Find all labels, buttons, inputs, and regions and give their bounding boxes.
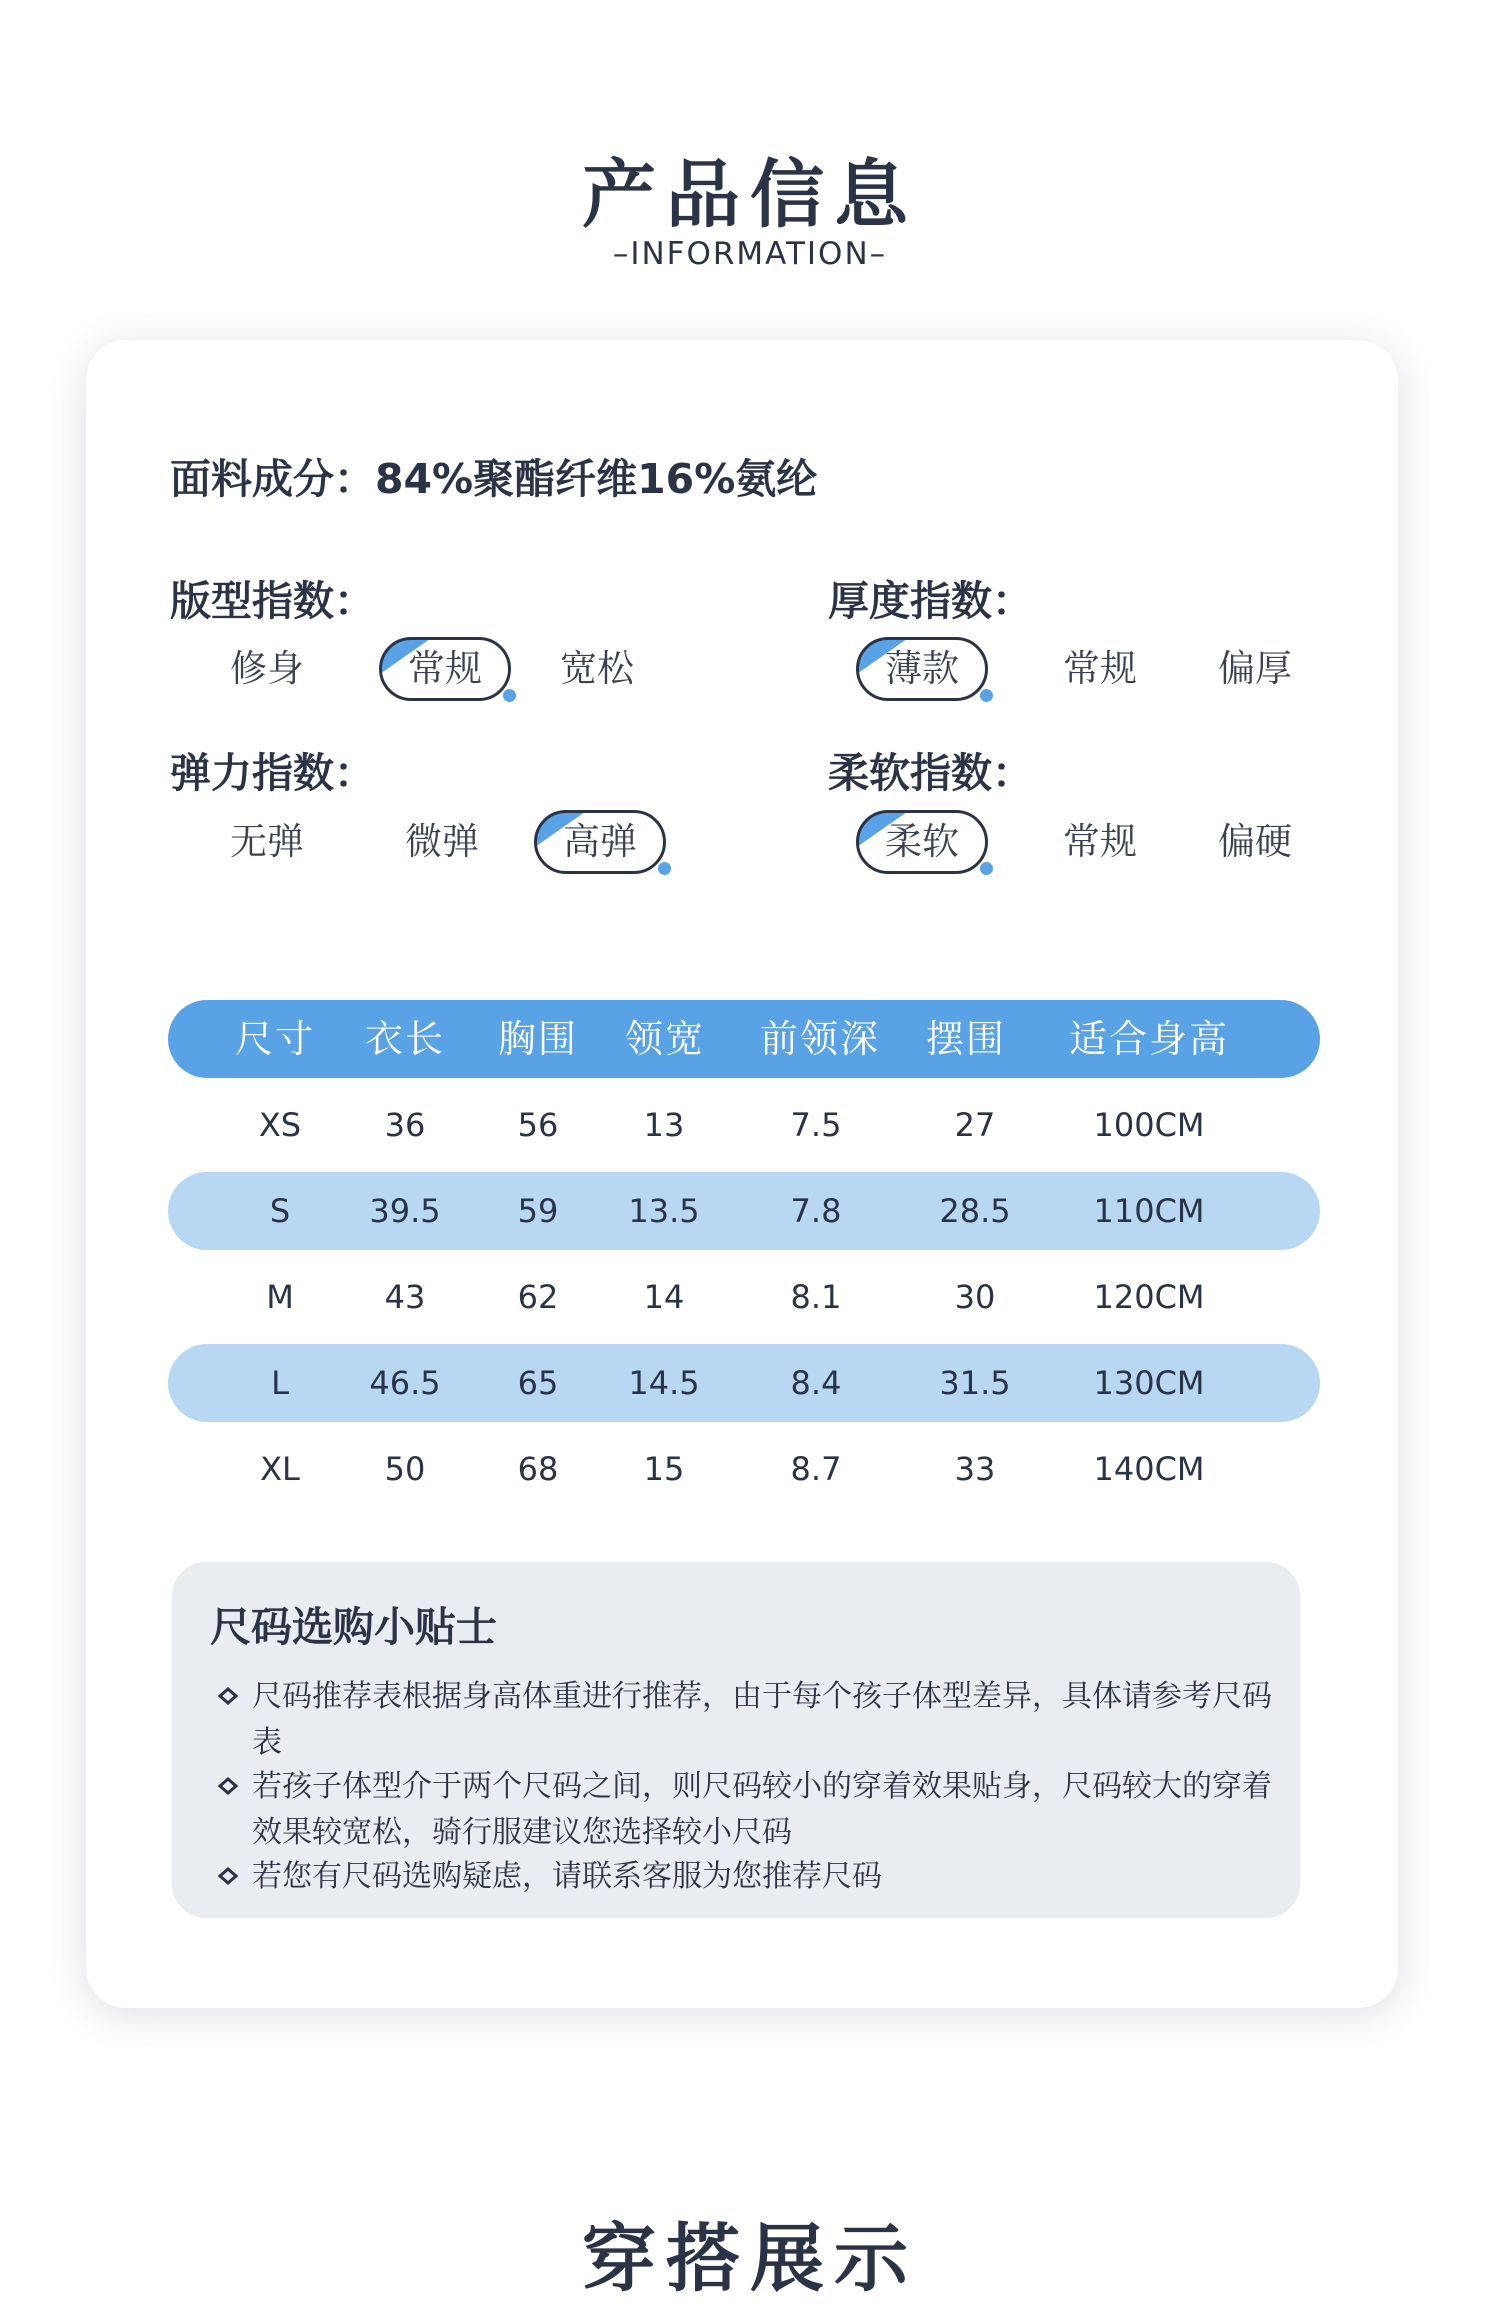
cell-chest: 56	[517, 1106, 559, 1144]
elasticity-index-title: 弹力指数：	[170, 749, 375, 797]
cell-chest: 59	[517, 1192, 559, 1230]
table-row	[168, 1258, 1320, 1336]
softness-option-stiff: 偏硬	[1218, 820, 1292, 863]
cell-chest: 68	[517, 1450, 559, 1488]
cell-length: 50	[384, 1450, 426, 1488]
cell-size: XS	[258, 1106, 302, 1144]
tip-item: 若孩子体型介于两个尺码之间，则尺码较小的穿着效果贴身，尺码较大的穿着效果较宽松，骑行服建议您选择较小尺码	[252, 1764, 1272, 1856]
outfit-display-title: 穿搭展示	[582, 2216, 918, 2302]
fit-option-loose: 宽松	[560, 647, 634, 690]
table-row	[168, 1344, 1320, 1422]
cell-neck-width: 15	[643, 1450, 685, 1488]
size-table-header	[168, 1000, 1320, 1078]
elasticity-option-none: 无弹	[230, 820, 304, 863]
tip-item: 尺码推荐表根据身高体重进行推荐，由于每个孩子体型差异，具体请参考尺码表	[252, 1674, 1272, 1766]
header-neck-width: 领宽	[624, 1017, 705, 1061]
fit-option-slim: 修身	[230, 647, 304, 690]
table-row	[168, 1086, 1320, 1164]
product-info-title: 产品信息	[582, 152, 918, 238]
table-row	[168, 1172, 1320, 1250]
cell-hem: 30	[954, 1278, 996, 1316]
fit-index-title: 版型指数：	[170, 577, 375, 625]
selected-dot-icon	[658, 862, 671, 875]
product-info-subtitle: –INFORMATION–	[612, 236, 888, 272]
diamond-bullet-icon	[218, 1686, 238, 1706]
cell-hem: 33	[954, 1450, 996, 1488]
cell-length: 46.5	[369, 1364, 441, 1402]
cell-height: 140CM	[1093, 1450, 1205, 1488]
tip-item: 若您有尺码选购疑虑，请联系客服为您推荐尺码	[252, 1854, 1272, 1900]
fabric-composition: 面料成分：84%聚酯纤维16%氨纶	[170, 455, 818, 503]
selected-dot-icon	[980, 689, 993, 702]
header-height: 适合身高	[1068, 1017, 1229, 1061]
cell-neck-width: 14.5	[628, 1364, 700, 1402]
softness-option-soft: 柔软	[856, 810, 988, 874]
cell-hem: 27	[954, 1106, 996, 1144]
cell-size: XL	[260, 1450, 300, 1488]
size-tips-title: 尺码选购小贴士	[210, 1603, 497, 1651]
diamond-bullet-icon	[218, 1866, 238, 1886]
cell-height: 100CM	[1093, 1106, 1205, 1144]
cell-front-neck-depth: 8.7	[790, 1450, 842, 1488]
header-hem: 摆围	[925, 1017, 1006, 1061]
selected-dot-icon	[503, 689, 516, 702]
thickness-option-regular: 常规	[1063, 647, 1137, 690]
cell-chest: 62	[517, 1278, 559, 1316]
diamond-bullet-icon	[218, 1776, 238, 1796]
cell-height: 130CM	[1093, 1364, 1205, 1402]
softness-index-title: 柔软指数：	[828, 749, 1033, 797]
cell-front-neck-depth: 8.4	[790, 1364, 842, 1402]
cell-neck-width: 13.5	[628, 1192, 700, 1230]
thickness-index-title: 厚度指数：	[828, 577, 1033, 625]
cell-hem: 28.5	[939, 1192, 1011, 1230]
header-chest: 胸围	[497, 1017, 578, 1061]
header-length: 衣长	[364, 1017, 445, 1061]
cell-front-neck-depth: 7.5	[790, 1106, 842, 1144]
cell-neck-width: 13	[643, 1106, 685, 1144]
thickness-option-thin: 薄款	[856, 637, 988, 701]
header-front-neck-depth: 前领深	[759, 1017, 880, 1061]
cell-height: 120CM	[1093, 1278, 1205, 1316]
elasticity-option-slight: 微弹	[405, 820, 479, 863]
cell-height: 110CM	[1093, 1192, 1205, 1230]
cell-hem: 31.5	[939, 1364, 1011, 1402]
product-info-card	[86, 340, 1398, 2008]
cell-front-neck-depth: 8.1	[790, 1278, 842, 1316]
table-row	[168, 1430, 1320, 1508]
cell-size: S	[269, 1192, 291, 1230]
elasticity-option-high: 高弹	[534, 810, 666, 874]
header-size: 尺寸	[234, 1017, 315, 1061]
size-tips-box	[172, 1562, 1300, 1918]
cell-size: M	[266, 1278, 294, 1316]
softness-option-regular: 常规	[1063, 820, 1137, 863]
cell-size: L	[271, 1364, 289, 1402]
cell-length: 36	[384, 1106, 426, 1144]
cell-neck-width: 14	[643, 1278, 685, 1316]
cell-length: 43	[384, 1278, 426, 1316]
fit-option-regular: 常规	[379, 637, 511, 701]
thickness-option-thick: 偏厚	[1218, 647, 1292, 690]
cell-chest: 65	[517, 1364, 559, 1402]
cell-length: 39.5	[369, 1192, 441, 1230]
selected-dot-icon	[980, 862, 993, 875]
cell-front-neck-depth: 7.8	[790, 1192, 842, 1230]
